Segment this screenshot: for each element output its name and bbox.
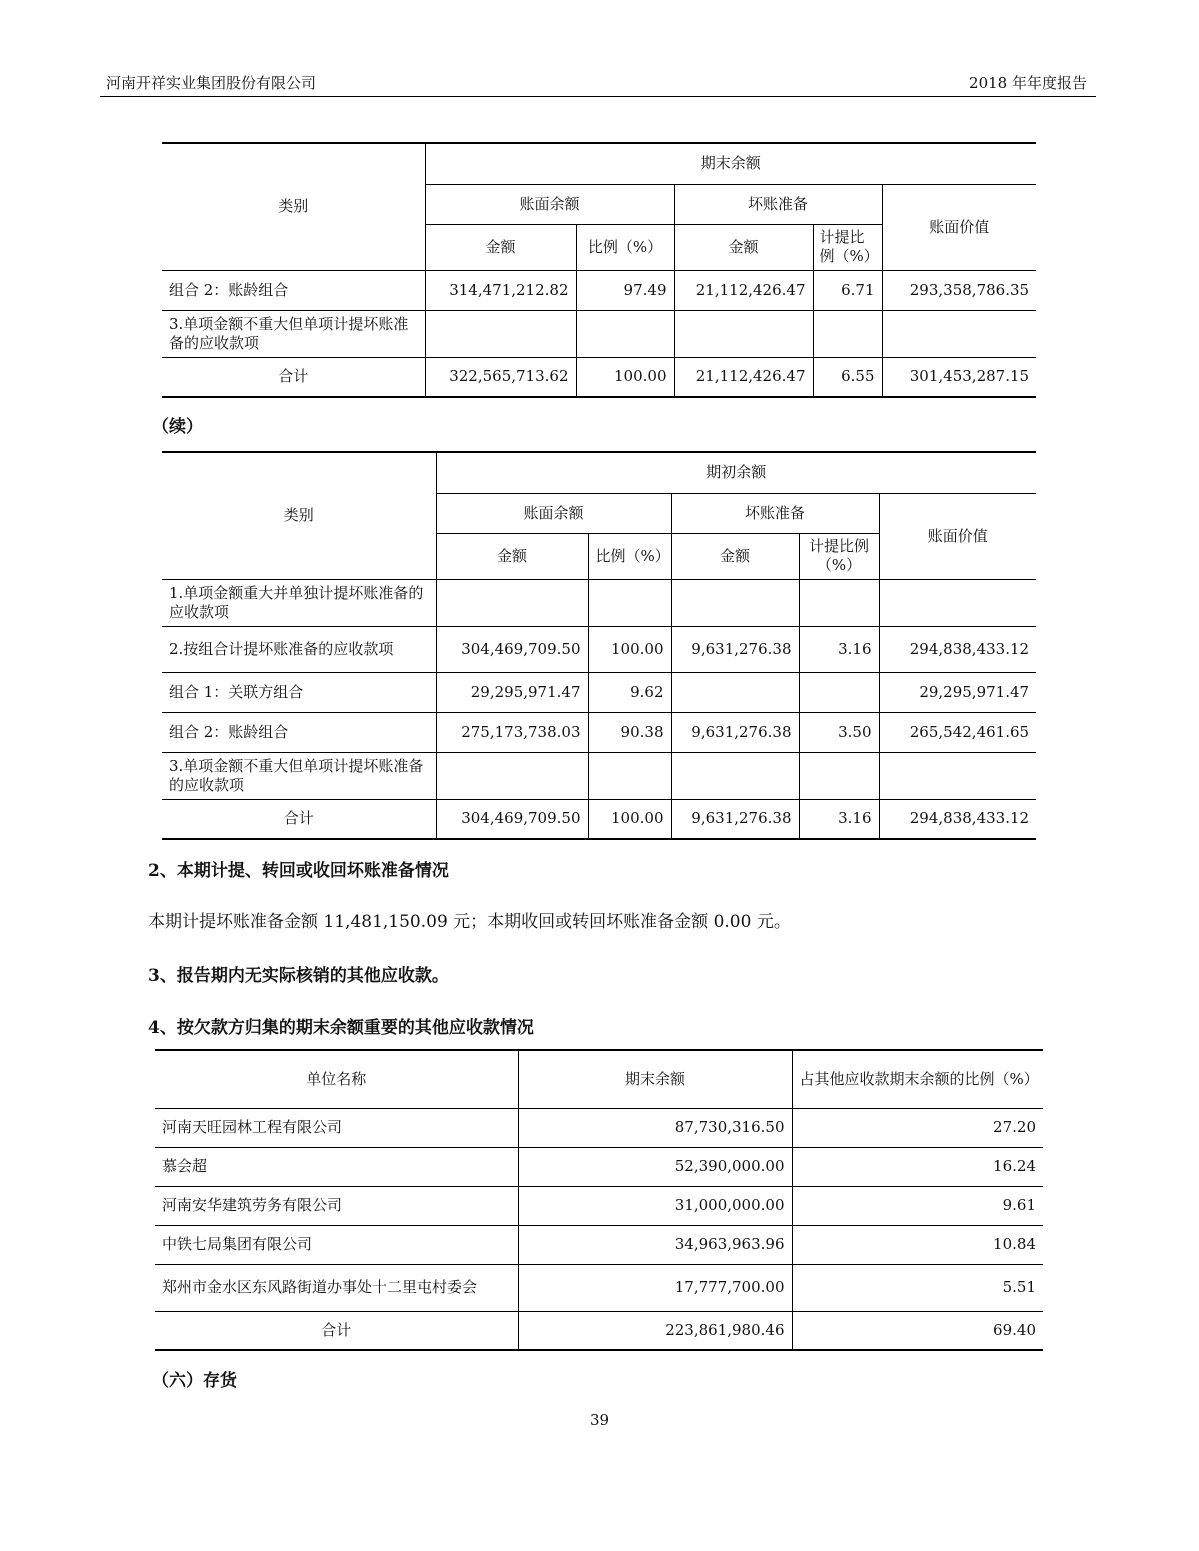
cell-bad-debt — [671, 672, 799, 712]
cell-amount: 304,469,709.50 — [436, 799, 588, 839]
cell-provision-ratio: 3.50 — [799, 712, 879, 752]
row-name: 合计 — [155, 1311, 518, 1350]
cell-amount — [436, 579, 588, 626]
cell-ratio — [588, 752, 671, 799]
row-name: 郑州市金水区东风路街道办事处十二里屯村委会 — [155, 1264, 518, 1311]
cell-provision-ratio: 3.16 — [799, 626, 879, 672]
section-3-title: 3、报告期内无实际核销的其他应收款。 — [148, 966, 449, 986]
row-name: 合计 — [162, 357, 425, 397]
col-header-ratio: 比例（%） — [588, 533, 671, 579]
table-row — [155, 1108, 1043, 1147]
page-number: 39 — [589, 1411, 610, 1429]
row-name: 组合 1：关联方组合 — [162, 672, 436, 712]
table-row-total — [162, 799, 1036, 839]
cell-amount — [436, 752, 588, 799]
col-header-book-value: 账面价值 — [882, 184, 1036, 270]
cell-provision-ratio — [799, 672, 879, 712]
col-header-provision-ratio: 计提比例（%） — [813, 224, 882, 270]
col-header-amount: 金额 — [425, 224, 576, 270]
col-header-book-balance: 账面余额 — [425, 184, 674, 224]
opening-balance-table — [162, 451, 1036, 840]
row-name: 组合 2：账龄组合 — [162, 270, 425, 310]
cell-book-value: 293,358,786.35 — [882, 270, 1036, 310]
col-header-book-balance: 账面余额 — [436, 493, 671, 533]
col-header-bad-debt: 坏账准备 — [671, 493, 879, 533]
table-row — [162, 712, 1036, 752]
cell-ratio: 10.84 — [792, 1225, 1043, 1264]
table-row — [155, 1186, 1043, 1225]
cell-ratio: 90.38 — [588, 712, 671, 752]
cell-provision-ratio — [799, 752, 879, 799]
header-divider — [100, 96, 1096, 97]
col-header-bad-amount: 金额 — [674, 224, 813, 270]
cell-ratio: 5.51 — [792, 1264, 1043, 1311]
header-company: 河南开祥实业集团股份有限公司 — [106, 74, 317, 92]
other-receivables-table — [155, 1049, 1043, 1351]
section-6-title: （六）存货 — [152, 1371, 237, 1391]
cell-amount: 29,295,971.47 — [436, 672, 588, 712]
cell-provision-ratio: 6.71 — [813, 270, 882, 310]
cell-amount: 314,471,212.82 — [425, 270, 576, 310]
cell-bad-debt: 9,631,276.38 — [671, 712, 799, 752]
table-row — [162, 752, 1036, 799]
section-4-title: 4、按欠款方归集的期末余额重要的其他应收款情况 — [148, 1018, 534, 1038]
cell-book-value: 294,838,433.12 — [879, 626, 1036, 672]
cell-provision-ratio — [799, 579, 879, 626]
cell-bad-debt: 21,112,426.47 — [674, 270, 813, 310]
row-name: 合计 — [162, 799, 436, 839]
cell-balance: 31,000,000.00 — [518, 1186, 792, 1225]
col-header-bad-debt: 坏账准备 — [674, 184, 882, 224]
cell-bad-debt: 21,112,426.47 — [674, 357, 813, 397]
col-header-closing-balance: 期末余额 — [518, 1050, 792, 1108]
continued-label: （续） — [152, 417, 203, 437]
col-header-bad-amount: 金额 — [671, 533, 799, 579]
cell-amount: 275,173,738.03 — [436, 712, 588, 752]
cell-provision-ratio: 3.16 — [799, 799, 879, 839]
closing-balance-table — [162, 142, 1036, 398]
cell-book-value: 265,542,461.65 — [879, 712, 1036, 752]
cell-balance: 17,777,700.00 — [518, 1264, 792, 1311]
cell-book-value — [879, 579, 1036, 626]
cell-book-value: 29,295,971.47 — [879, 672, 1036, 712]
cell-ratio: 97.49 — [576, 270, 674, 310]
table-row — [162, 310, 1036, 357]
col-header-closing-balance: 期末余额 — [425, 143, 1036, 184]
table-row — [155, 1225, 1043, 1264]
cell-book-value — [882, 310, 1036, 357]
table-row — [162, 626, 1036, 672]
cell-ratio: 9.62 — [588, 672, 671, 712]
col-header-book-value: 账面价值 — [879, 493, 1036, 579]
cell-ratio: 9.61 — [792, 1186, 1043, 1225]
cell-ratio: 69.40 — [792, 1311, 1043, 1350]
cell-book-value: 294,838,433.12 — [879, 799, 1036, 839]
row-name: 河南天旺园林工程有限公司 — [155, 1108, 518, 1147]
col-header-provision-ratio: 计提比例（%） — [799, 533, 879, 579]
cell-ratio — [588, 579, 671, 626]
col-header-ratio: 占其他应收款期末余额的比例（%） — [792, 1050, 1043, 1108]
cell-ratio: 27.20 — [792, 1108, 1043, 1147]
cell-ratio: 100.00 — [588, 626, 671, 672]
cell-ratio — [576, 310, 674, 357]
cell-amount: 304,469,709.50 — [436, 626, 588, 672]
row-name: 3.单项金额不重大但单项计提坏账准备的应收款项 — [162, 310, 425, 357]
header-report-title: 2018 年年度报告 — [969, 74, 1087, 92]
table-row — [162, 579, 1036, 626]
table-row — [155, 1264, 1043, 1311]
row-name: 2.按组合计提坏账准备的应收款项 — [162, 626, 436, 672]
cell-bad-debt — [671, 579, 799, 626]
table-row — [155, 1147, 1043, 1186]
cell-book-value: 301,453,287.15 — [882, 357, 1036, 397]
cell-bad-debt: 9,631,276.38 — [671, 799, 799, 839]
cell-bad-debt — [674, 310, 813, 357]
cell-book-value — [879, 752, 1036, 799]
row-name: 慕会超 — [155, 1147, 518, 1186]
row-name: 中铁七局集团有限公司 — [155, 1225, 518, 1264]
cell-amount — [425, 310, 576, 357]
cell-provision-ratio — [813, 310, 882, 357]
col-header-category: 类别 — [162, 452, 436, 579]
table-row-total — [155, 1311, 1043, 1350]
cell-balance: 52,390,000.00 — [518, 1147, 792, 1186]
table-row — [162, 270, 1036, 310]
cell-balance: 87,730,316.50 — [518, 1108, 792, 1147]
cell-amount: 322,565,713.62 — [425, 357, 576, 397]
section-2-text: 本期计提坏账准备金额 11,481,150.09 元；本期收回或转回坏账准备金额 0.00 元。 — [148, 912, 791, 932]
col-header-amount: 金额 — [436, 533, 588, 579]
col-header-opening-balance: 期初余额 — [436, 452, 1036, 493]
cell-balance: 34,963,963.96 — [518, 1225, 792, 1264]
cell-ratio: 100.00 — [576, 357, 674, 397]
col-header-category: 类别 — [162, 143, 425, 270]
section-2-title: 2、本期计提、转回或收回坏账准备情况 — [148, 861, 449, 881]
cell-provision-ratio: 6.55 — [813, 357, 882, 397]
row-name: 3.单项金额不重大但单项计提坏账准备的应收款项 — [162, 752, 436, 799]
table-row — [162, 672, 1036, 712]
cell-bad-debt — [671, 752, 799, 799]
cell-ratio: 16.24 — [792, 1147, 1043, 1186]
row-name: 组合 2：账龄组合 — [162, 712, 436, 752]
row-name: 河南安华建筑劳务有限公司 — [155, 1186, 518, 1225]
cell-ratio: 100.00 — [588, 799, 671, 839]
row-name: 1.单项金额重大并单独计提坏账准备的应收款项 — [162, 579, 436, 626]
cell-bad-debt: 9,631,276.38 — [671, 626, 799, 672]
col-header-ratio: 比例（%） — [576, 224, 674, 270]
table-row-total — [162, 357, 1036, 397]
col-header-unit-name: 单位名称 — [155, 1050, 518, 1108]
cell-balance: 223,861,980.46 — [518, 1311, 792, 1350]
